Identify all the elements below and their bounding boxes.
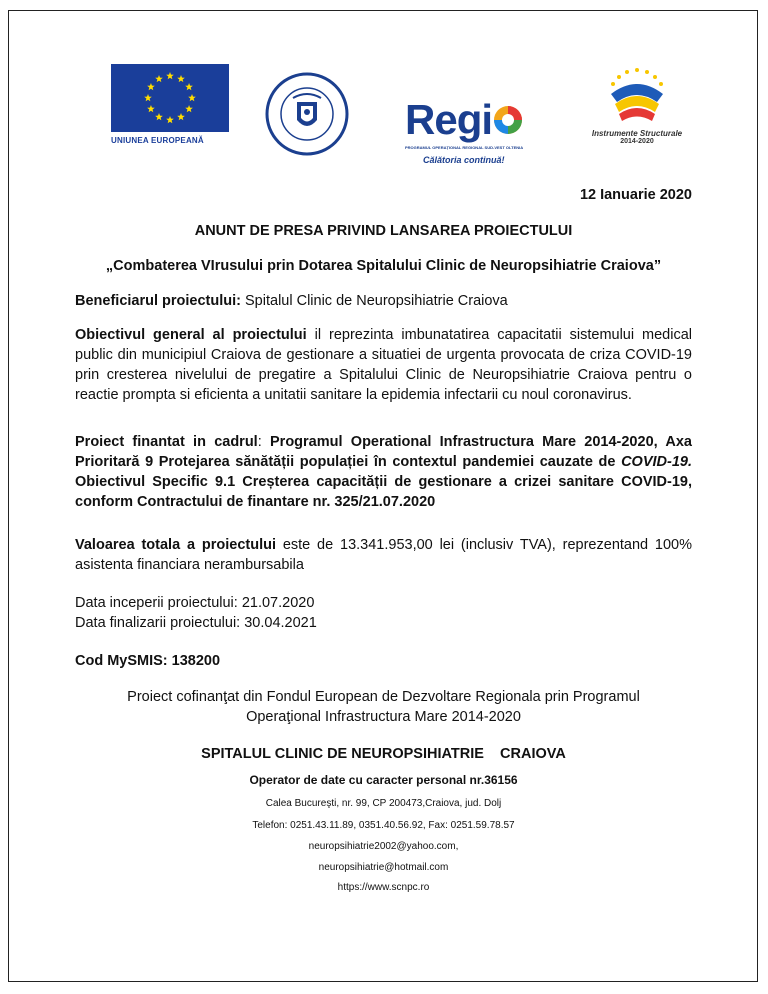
value-text: este de 13.341.953,00 lei (inclusiv TVA), reprezentand 100% asistenta financiara nerambursabila bbox=[75, 537, 693, 573]
financing-objective: Obiectivul Specific 9.1 Creșterea capacității de gestionare a crizei sanitare COVID-19, conform Contractului de finantare nr. 325/21.07.2020 bbox=[75, 474, 692, 510]
eu-star-icon bbox=[155, 75, 163, 82]
beneficiary-value: Spitalul Clinic de Neuropsihiatrie Craiova bbox=[240, 293, 508, 309]
objective-text: il reprezinta imbunatatirea capacitatii sistemului medical public din municipiul Craiova de gestionare a situatiei de urgenta provocata de criza COVID-19 prin cresterea nivelului de pregatire a Spitalului Clinic de Neuropsihiatrie Craiova pentru o reactie prompta si eficienta a unitatii sanitare la epidemia infectarii cu noul coronavirus. bbox=[75, 327, 692, 403]
objective-paragraph bbox=[75, 325, 692, 405]
press-heading: ANUNT DE PRESA PRIVIND LANSAREA PROIECTULUI bbox=[194, 223, 573, 239]
email-hotmail: neuropsihiatrie@hotmail.com bbox=[318, 862, 449, 873]
data-operator: Operator de date cu caracter personal nr.36156 bbox=[249, 773, 518, 787]
financing-covid: COVID-19. bbox=[621, 454, 692, 470]
eu-flag-icon bbox=[111, 64, 229, 132]
objective-label: Obiectivul general al proiectului bbox=[75, 327, 307, 343]
eu-star-icon bbox=[155, 113, 163, 120]
value-label: Valoarea totala a proiectului bbox=[75, 537, 276, 553]
hospital-name: SPITALUL CLINIC DE NEUROPSIHIATRIE CRAIOVA bbox=[201, 746, 566, 762]
financing-colon: : bbox=[257, 434, 271, 450]
project-title: „Combaterea VIrusului prin Dotarea Spitalului Clinic de Neuropsihiatrie Craiova” bbox=[105, 258, 662, 274]
cofinance-line-2: Operaţional Infrastructura Mare 2014-2020 bbox=[246, 709, 521, 725]
government-seal-logo bbox=[265, 72, 349, 156]
cofinance-line-1: Proiect cofinanţat din Fondul European de Dezvoltare Regionala prin Programul bbox=[127, 689, 640, 705]
end-date: Data finalizarii proiectului: 30.04.2021 bbox=[75, 615, 317, 631]
eu-logo bbox=[111, 64, 229, 146]
regio-program-caption: PROGRAMUL OPERAȚIONAL REGIONAL SUD-VEST OLTENIA bbox=[405, 145, 524, 150]
eu-star-icon bbox=[188, 94, 196, 101]
structural-instruments-caption: Instrumente Structurale bbox=[591, 129, 683, 138]
regio-wordmark: Regi bbox=[405, 96, 493, 143]
eu-star-icon bbox=[144, 94, 152, 101]
regio-wheel-icon bbox=[492, 104, 524, 136]
eu-star-icon bbox=[166, 72, 174, 79]
financing-paragraph bbox=[75, 432, 692, 512]
eu-star-icon bbox=[185, 83, 193, 90]
regio-logo bbox=[405, 96, 545, 170]
press-date: 12 Ianuarie 2020 bbox=[579, 187, 692, 203]
eu-star-icon bbox=[166, 116, 174, 123]
financing-label: Proiect finantat in cadrul bbox=[75, 434, 258, 450]
structural-instruments-years: 2014-2020 bbox=[620, 138, 654, 145]
eu-star-icon bbox=[147, 105, 155, 112]
beneficiary-label: Beneficiarul proiectului: bbox=[75, 293, 241, 309]
hospital-phones: Telefon: 0251.43.11.89, 0351.40.56.92, Fax: 0251.59.78.57 bbox=[252, 820, 515, 831]
eu-caption: UNIUNEA EUROPEANĂ bbox=[111, 136, 204, 145]
structural-instruments-logo bbox=[582, 64, 692, 154]
mysmis-code: Cod MySMIS: 138200 bbox=[75, 653, 221, 669]
beneficiary-paragraph bbox=[75, 291, 692, 311]
eu-star-icon bbox=[147, 83, 155, 90]
financing-program: Programul Operational Infrastructura Mare 2014-2020, Axa Prioritară 9 Protejarea sănătății populației în contextul pandemiei cauzate de bbox=[75, 434, 692, 470]
website-link[interactable]: https://www.scnpc.ro bbox=[337, 882, 430, 893]
eu-star-icon bbox=[185, 105, 193, 112]
regio-slogan: Călătoria continuă! bbox=[423, 155, 505, 165]
eu-star-icon bbox=[177, 113, 185, 120]
hospital-address: Calea Bucureşti, nr. 99, CP 200473,Craiova, jud. Dolj bbox=[265, 798, 502, 809]
value-paragraph bbox=[75, 535, 692, 575]
structural-instruments-icon bbox=[597, 64, 677, 126]
eu-star-icon bbox=[177, 75, 185, 82]
start-date: Data inceperii proiectului: 21.07.2020 bbox=[75, 595, 315, 611]
email-yahoo: neuropsihiatrie2002@yahoo.com, bbox=[308, 841, 459, 852]
